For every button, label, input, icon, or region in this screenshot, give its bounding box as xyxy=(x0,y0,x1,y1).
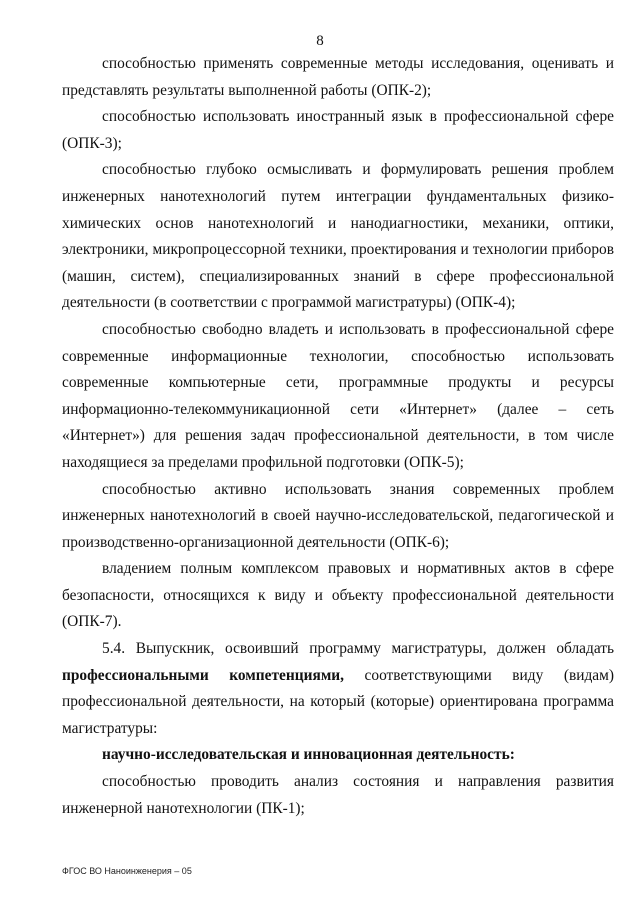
section-5-4-rest: соответствующими виду (видам) профессиональной деятельности, на который (которые) ориентирована программа магистратуры: xyxy=(62,666,614,737)
page-number: 8 xyxy=(316,33,324,49)
section-5-4-bold-term: профессиональными компетенциями, xyxy=(62,666,345,684)
paragraph-section-5-4 xyxy=(62,636,614,742)
paragraph-pk-1: способностью проводить анализ состояния и направления развития инженерной нанотехнологии (ПК-1); xyxy=(62,773,614,817)
paragraph-opk-7: владением полным комплексом правовых и нормативных актов в сфере безопасности, относящихся к виду и объекту профессиональной деятельности (ОПК-7). xyxy=(62,560,614,631)
paragraph-opk-2: способностью применять современные методы исследования, оценивать и представлять результаты выполненной работы (ОПК-2); xyxy=(62,55,614,99)
page-footer: ФГОС ВО Наноинженерия – 05 xyxy=(62,866,192,876)
paragraph-opk-3: способностью использовать иностранный язык в профессиональной сфере (ОПК-3); xyxy=(62,108,614,152)
paragraph-opk-5: способностью свободно владеть и использовать в профессиональной сфере современные информационные технологии, способностью использовать современные компьютерные сети, программные продукты и ресурсы информационно-телекоммуникационной сети «Интернет» (далее – сеть «Интернет») для решения задач профессиональной деятельности, в том числе находящиеся за пределами профильной подготовки (ОПК-5); xyxy=(62,320,614,471)
section-5-4-lead: 5.4. Выпускник, освоивший программу магистратуры, должен обладать xyxy=(102,640,614,658)
paragraph-opk-6: способностью активно использовать знания современных проблем инженерных нанотехнологий в своей научно-исследовательской, педагогической и производственно-организационной деятельности (ОПК-6); xyxy=(62,480,614,551)
document-body xyxy=(62,51,614,822)
paragraph-opk-4: способностью глубоко осмысливать и формулировать решения проблем инженерных нанотехнологий путем интеграции фундаментальных физико-химических основ нанотехнологий и нанодиагностики, механики, оптики, электроники, микропроцессорной техники, проектирования и технологии приборов (машин, систем), специализированных знаний в сфере профессиональной деятельности (в соответствии с программой магистратуры) (ОПК-4); xyxy=(62,161,614,312)
subheading-research-activity: научно-исследовательская и инновационная деятельность: xyxy=(102,746,515,764)
